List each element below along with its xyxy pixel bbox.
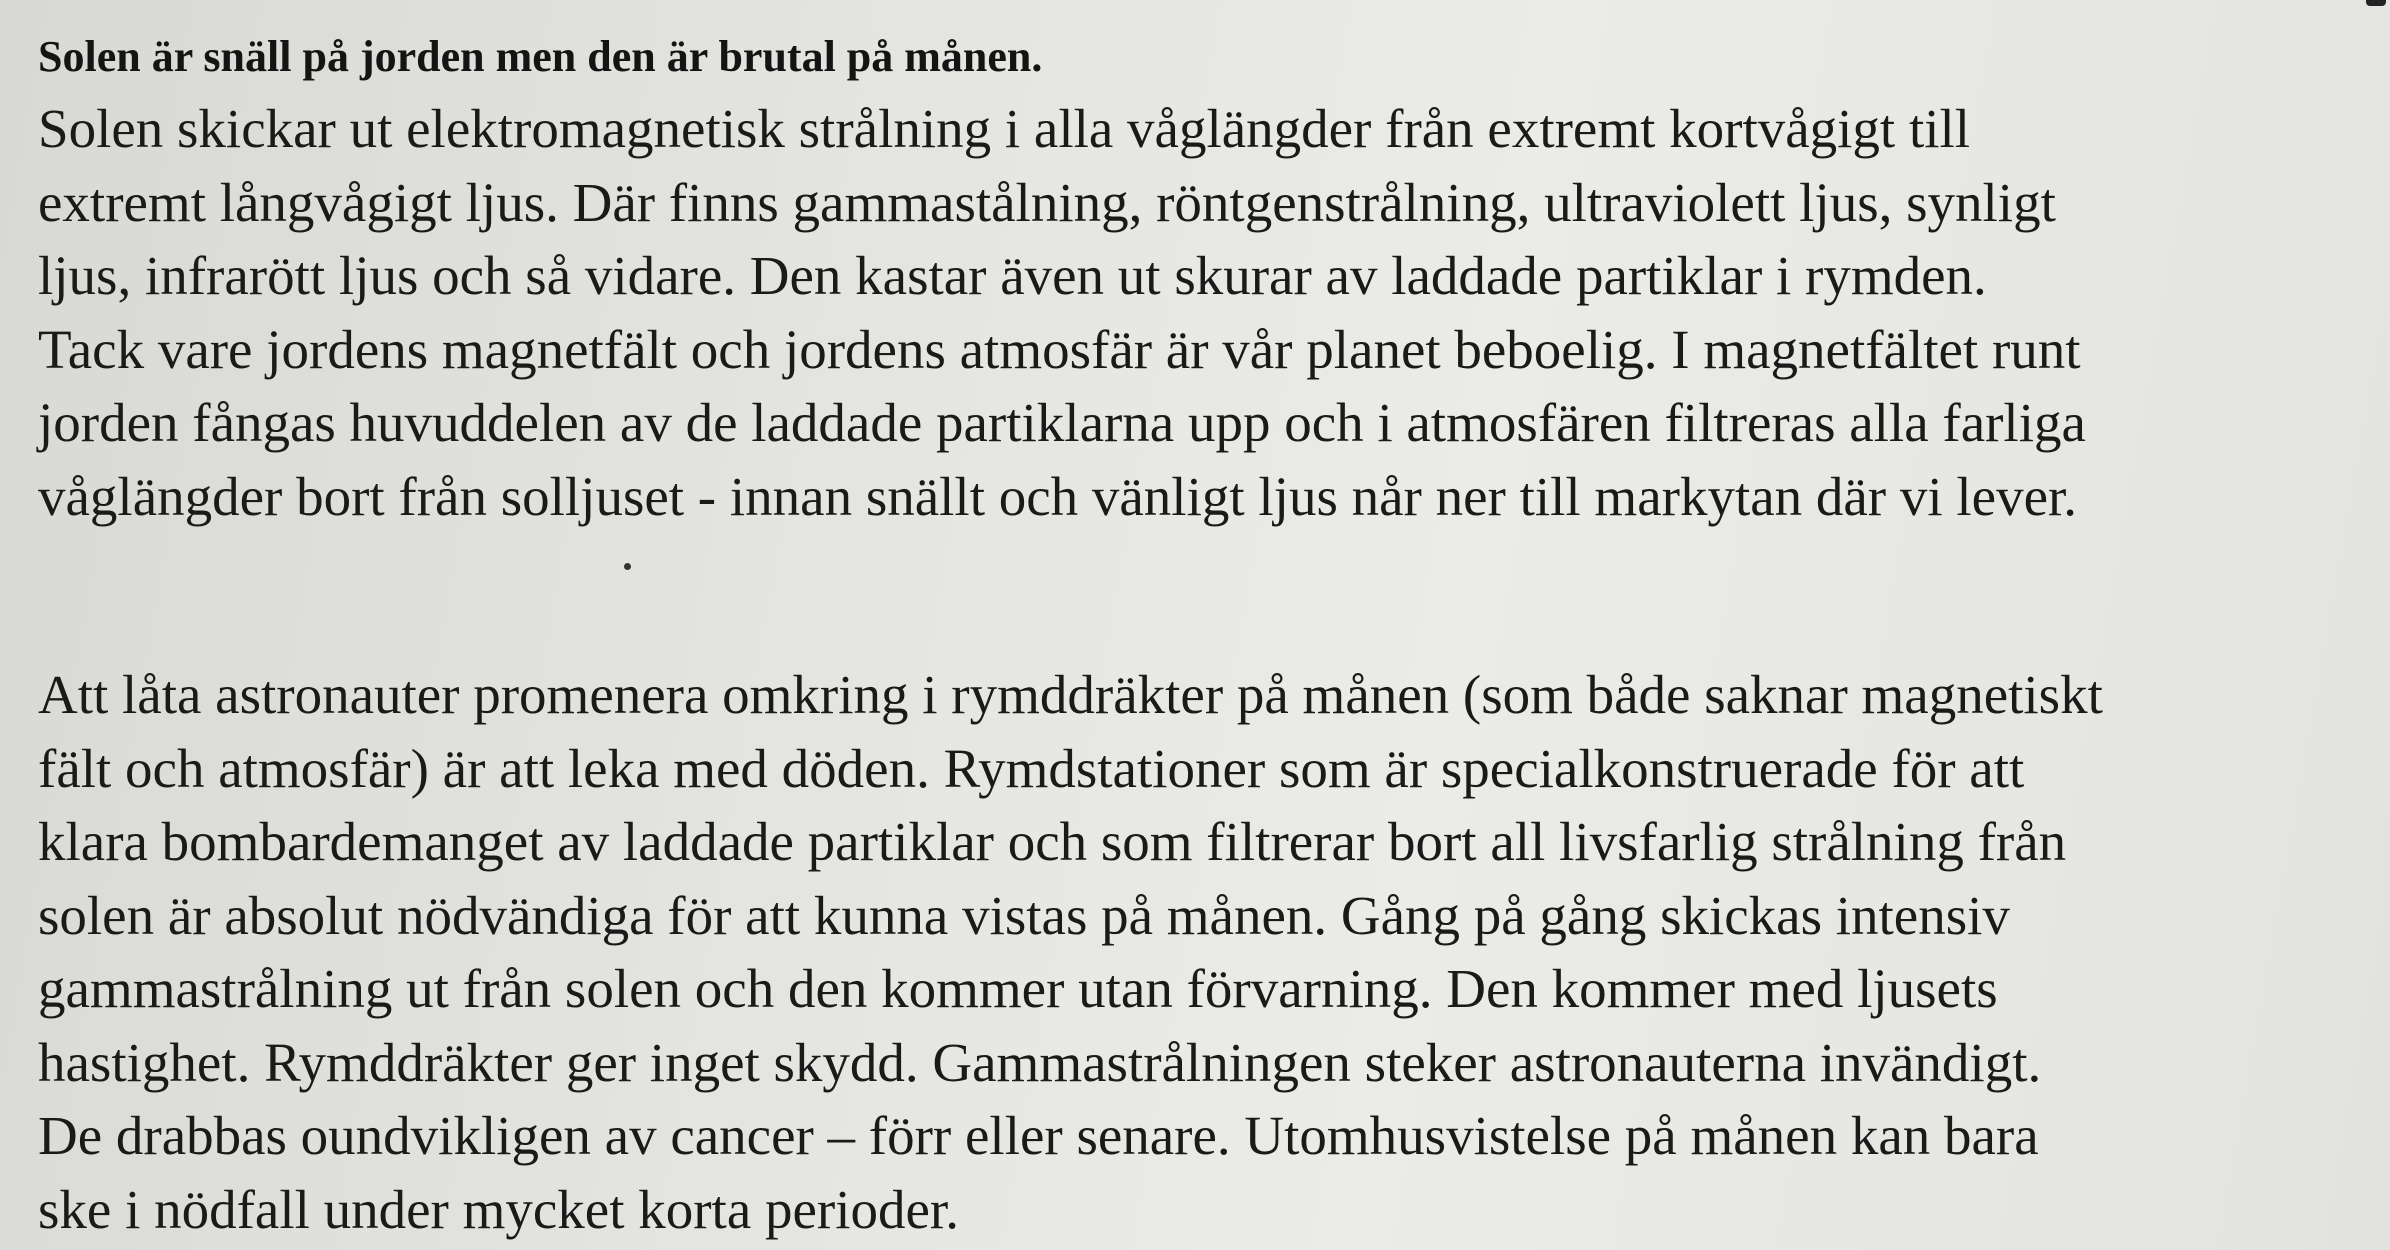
paragraph-2-line: hastighet. Rymddräkter ger inget skydd. Gammastrålningen steker astronauterna invändigt. — [38, 1031, 2042, 1093]
paragraph-2-line: solen är absolut nödvändiga för att kunna vistas på månen. Gång på gång skickas intensiv — [38, 884, 2010, 946]
paragraph-1-line: extremt långvågigt ljus. Där finns gammastålning, röntgenstrålning, ultraviolett ljus, synligt — [38, 171, 2056, 233]
paragraph-2-line: fält och atmosfär) är att leka med döden. Rymdstationer som är specialkonstruerade för att — [38, 737, 2025, 799]
paragraph-2 — [38, 658, 2330, 1246]
document-title: Solen är snäll på jorden men den är brutal på månen. — [38, 32, 1043, 81]
paragraph-2-line: klara bombardemanget av laddade partiklar och som filtrerar bort all livsfarlig strålning från — [38, 811, 2067, 872]
paragraph-2-line: ske i nödfall under mycket korta perioder. — [38, 1178, 959, 1240]
paragraph-gap — [38, 533, 2330, 658]
paragraph-1-line: Solen skickar ut elektromagnetisk strålning i alla våglängder från extremt kortvågigt till — [38, 98, 1971, 159]
stray-dot — [624, 563, 631, 570]
paragraph-2-line: gammastrålning ut från solen och den kommer utan förvarning. Den kommer med ljusets — [38, 958, 1998, 1019]
paragraph-1-line: Tack vare jordens magnetfält och jordens atmosfär är vår planet beboelig. I magnetfältet runt — [38, 318, 2081, 380]
paragraph-1-line: våglängder bort från solljuset - innan snällt och vänligt ljus når ner till markytan där vi lever. — [38, 465, 2078, 527]
corner-mark — [2366, 0, 2386, 6]
paragraph-1-line: jorden fångas huvuddelen av de laddade partiklarna upp och i atmosfären filtreras alla farliga — [38, 392, 2086, 453]
paragraph-1-line: ljus, infrarött ljus och så vidare. Den kastar även ut skurar av laddade partiklar i rymden. — [38, 245, 1987, 306]
paragraph-2-line: De drabbas oundvikligen av cancer – förr eller senare. Utomhusvistelse på månen kan bara — [38, 1105, 2039, 1166]
paragraph-2-line: Att låta astronauter promenera omkring i rymddräkter på månen (som både saknar magnetiskt — [38, 664, 2103, 725]
paragraph-1 — [38, 92, 2330, 533]
